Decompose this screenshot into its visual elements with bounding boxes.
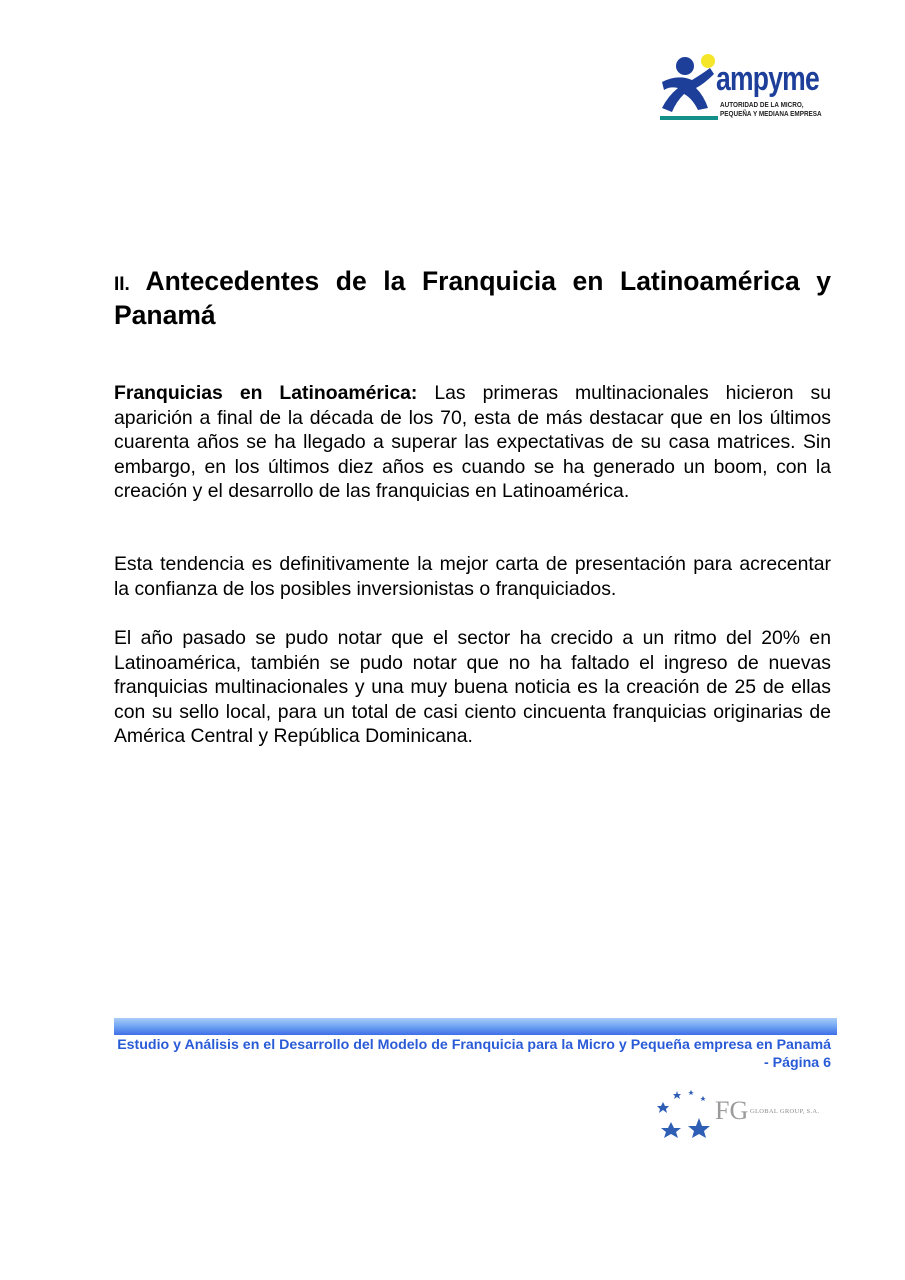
paragraph-1-lead: Franquicias en Latinoamérica: [114, 382, 418, 404]
footer-divider-bar [114, 1018, 837, 1035]
ampyme-subtitle-line2: PEQUEÑA Y MEDIANA EMPRESA [720, 109, 822, 118]
ampyme-wordmark: ampyme [716, 60, 819, 98]
ampyme-logo [658, 52, 833, 124]
paragraph-1-text: Las primeras multinacionales hicieron su aparición a final de la década de los 70, esta de más destacar que en los últimos cuarenta años se ha llegado a superar las expectativas de su casa matrices. Sin embargo, en los últimos diez años es cuando se ha generado un boom, con la creación y el desarrollo de las franquicias en Latinoamérica. [114, 382, 831, 503]
ampyme-teal-bar [660, 116, 718, 120]
stars-ring-icon [655, 1088, 717, 1138]
fg-global-group-logo [655, 1088, 820, 1138]
section-heading [114, 266, 831, 331]
fg-company-name: GLOBAL GROUP, S.A. [750, 1108, 820, 1115]
paragraph-3: El año pasado se pudo notar que el sector ha crecido a un ritmo del 20% en Latinoamérica, también se pudo notar que no ha faltado el ingreso de nuevas franquicias multinacionales y una muy buena noticia es la creación de 25 de ellas con su sello local, para un total de casi ciento cincuenta franquicias originarias de América Central y República Dominicana. [114, 627, 831, 748]
paragraph-1 [114, 381, 831, 504]
footer-caption: Estudio y Análisis en el Desarrollo del Modelo de Franquicia para la Micro y Pequeña empresa en Panamá - Página 6 [117, 1037, 831, 1071]
paragraph-2: Esta tendencia es definitivamente la mejor carta de presentación para acrecentar la confianza de los posibles inversionistas o franquiciados. [114, 553, 831, 600]
section-number: II. [114, 274, 130, 295]
section-title: Antecedentes de la Franquicia en Latinoamérica y Panamá [114, 266, 831, 330]
ampyme-subtitle [720, 100, 822, 118]
ampyme-subtitle-line1: AUTORIDAD DE LA MICRO, [720, 100, 804, 109]
fg-initials: FG [715, 1096, 749, 1125]
